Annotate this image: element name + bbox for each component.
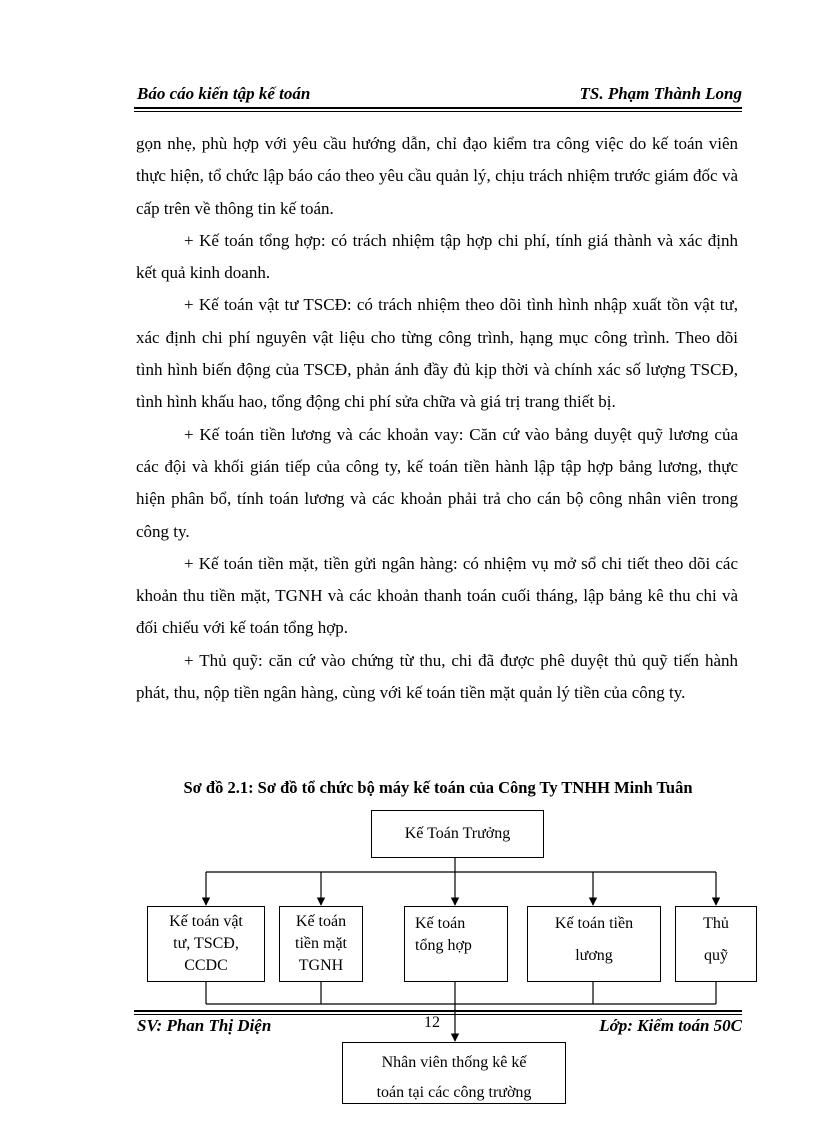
footer-class: Lớp: Kiểm toán 50C	[599, 1016, 742, 1035]
box-materials-assets	[147, 906, 265, 982]
box-site-line1: Nhân viên thống kê kế	[381, 1054, 527, 1071]
box-cash-bank	[279, 906, 363, 982]
paragraph-intro: gọn nhẹ, phù hợp với yêu cầu hướng dẫn, chỉ đạo kiểm tra công việc do kế toán viên thực hiện, tổ chức lập báo cáo theo yêu cầu quản lý, chịu trách nhiệm trước giám đốc và cấp trên về thông tin kế toán.	[136, 134, 738, 218]
box-treasurer-line2: quỹ	[704, 947, 728, 964]
box-treasurer	[675, 906, 757, 982]
paragraph-materials-assets: + Kế toán vật tư TSCĐ: có trách nhiệm theo dõi tình hình nhập xuất tồn vật tư, xác định chi phí nguyên vật liệu cho từng công trình, hạng mục công trình. Theo dõi tình hình biến động của TSCĐ, phản ánh đầy đủ kịp thời và chính xác số lượng TSCĐ, tình hình khấu hao, tổng động chi phí sửa chữa và giá trị trang thiết bị.	[136, 295, 738, 412]
box-payroll-line2: lương	[575, 947, 613, 964]
paragraph-treasurer: + Thủ quỹ: căn cứ vào chứng từ thu, chi đã được phê duyệt thủ quỹ tiến hành phát, thu, nộp tiền ngân hàng, cùng với kế toán tiền mặt quản lý tiền của công ty.	[136, 650, 738, 703]
box-payroll	[527, 906, 661, 982]
footer-student: SV: Phan Thị Diện	[137, 1016, 272, 1035]
page-number: 12	[424, 1014, 440, 1031]
box-general-accounting	[404, 906, 508, 982]
diagram-caption: Sơ đồ 2.1: Sơ đồ tổ chức bộ máy kế toán của Công Ty TNHH Minh Tuân	[183, 778, 693, 797]
footer-rule	[134, 1010, 742, 1012]
box-materials-line1: Kế toán vật	[169, 913, 243, 930]
box-chief-accountant	[371, 810, 544, 858]
box-site-line2: toán tại các công trường	[376, 1084, 532, 1101]
box-materials-line2: tư, TSCĐ,	[173, 935, 239, 952]
paragraph-general-accounting: + Kế toán tổng hợp: có trách nhiệm tập hợp chi phí, tính giá thành và xác định kết quả kinh doanh.	[136, 230, 738, 283]
box-materials-line3: CCDC	[184, 957, 228, 974]
box-general-line2: tổng hợp	[415, 937, 472, 954]
paragraph-cash-bank: + Kế toán tiền mặt, tiền gửi ngân hàng: có nhiệm vụ mở sổ chi tiết theo dõi các khoản thu tiền mặt, TGNH và các khoản thanh toán cuối tháng, lập bảng kê thu chi và đối chiếu với kế toán tổng hợp.	[136, 553, 738, 638]
box-cash-line2: tiền mặt	[295, 935, 347, 952]
box-chief-accountant-label: Kế Toán Trưởng	[404, 825, 511, 842]
paragraph-payroll: + Kế toán tiền lương và các khoản vay: Căn cứ vào bảng duyệt quỹ lương của các đội và khối gián tiếp của công ty, kế toán tiền hành lập tập hợp bảng lương, thực hiện phân bổ, tính toán lương và các khoản phải trả cho cán bộ công nhân viên trong công ty.	[136, 424, 738, 541]
box-site-staff	[342, 1042, 566, 1104]
box-treasurer-line1: Thủ	[703, 915, 729, 932]
box-cash-line1: Kế toán	[295, 913, 347, 930]
header-right: TS. Phạm Thành Long	[579, 84, 742, 103]
box-payroll-line1: Kế toán tiền	[554, 915, 634, 932]
box-cash-line3: TGNH	[298, 957, 344, 974]
header-left: Báo cáo kiến tập kế toán	[137, 84, 311, 103]
box-general-line1: Kế toán	[415, 915, 466, 932]
